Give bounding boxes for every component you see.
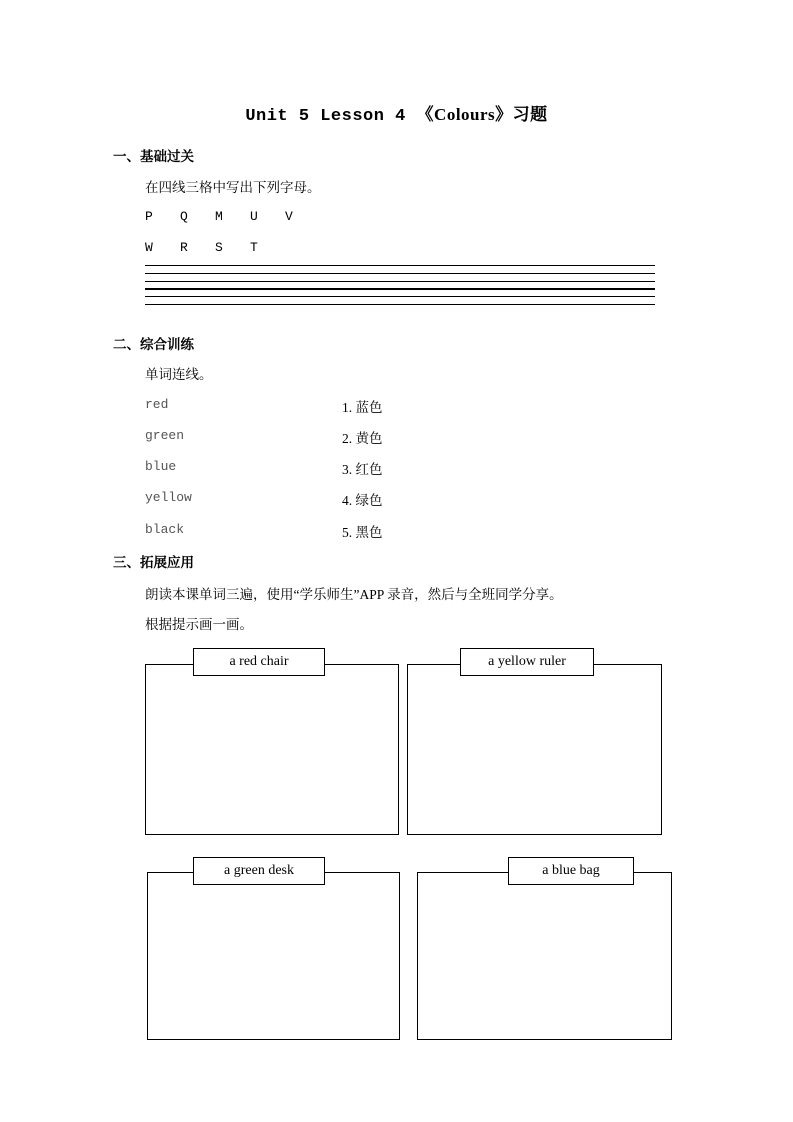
drawing-box-red-chair[interactable] (145, 664, 399, 835)
letters-row-1 (145, 209, 320, 224)
match-word-en: red (145, 397, 169, 412)
letter: M (215, 209, 223, 224)
match-word-cn: 5. 黑色 (342, 525, 383, 540)
letter: S (215, 240, 223, 255)
match-word-cn: 2. 黄色 (342, 431, 383, 446)
rule-line (145, 265, 655, 266)
letter: T (250, 240, 258, 255)
match-word-cn: 1. 蓝色 (342, 400, 383, 415)
section-2-instruction: 单词连线。 (145, 367, 213, 382)
letter: Q (180, 209, 188, 224)
letter: V (285, 209, 293, 224)
section-2-heading: 二、综合训练 (113, 337, 194, 352)
section-3-instruction-1: 朗读本课单词三遍，使用“学乐师生”APP 录音，然后与全班同学分享。 (145, 587, 563, 602)
section-1-heading: 一、基础过关 (113, 149, 194, 164)
page-title-en: Unit 5 Lesson 4 (245, 107, 417, 126)
rule-line (145, 304, 655, 305)
drawing-box-blue-bag[interactable] (417, 872, 672, 1040)
letter: P (145, 209, 153, 224)
drawing-box-yellow-ruler[interactable] (407, 664, 662, 835)
page-title (0, 100, 793, 126)
drawing-box-green-desk[interactable] (147, 872, 400, 1040)
rule-line (145, 288, 655, 289)
section-3-instruction-2: 根据提示画一画。 (145, 617, 253, 632)
match-word-en: yellow (145, 490, 192, 505)
match-word-en: black (145, 522, 185, 537)
match-word-cn: 3. 红色 (342, 462, 383, 477)
rule-line (145, 296, 655, 297)
writing-rules-group-1 (145, 265, 655, 290)
drawing-label-blue-bag: a blue bag (508, 857, 634, 885)
section-3-heading: 三、拓展应用 (113, 555, 194, 570)
drawing-label-green-desk: a green desk (193, 857, 325, 885)
match-word-en: blue (145, 459, 177, 474)
match-word-en: green (145, 428, 185, 443)
writing-rules-group-2 (145, 288, 655, 305)
rule-line (145, 273, 655, 274)
page-title-cn: 《Colours》习题 (416, 105, 548, 124)
letter: W (145, 240, 153, 255)
letter: U (250, 209, 258, 224)
drawing-label-yellow-ruler: a yellow ruler (460, 648, 594, 676)
letters-row-2 (145, 240, 285, 255)
section-1-instruction: 在四线三格中写出下列字母。 (145, 180, 321, 195)
rule-line (145, 281, 655, 282)
drawing-label-red-chair: a red chair (193, 648, 325, 676)
letter: R (180, 240, 188, 255)
match-word-cn: 4. 绿色 (342, 493, 383, 508)
